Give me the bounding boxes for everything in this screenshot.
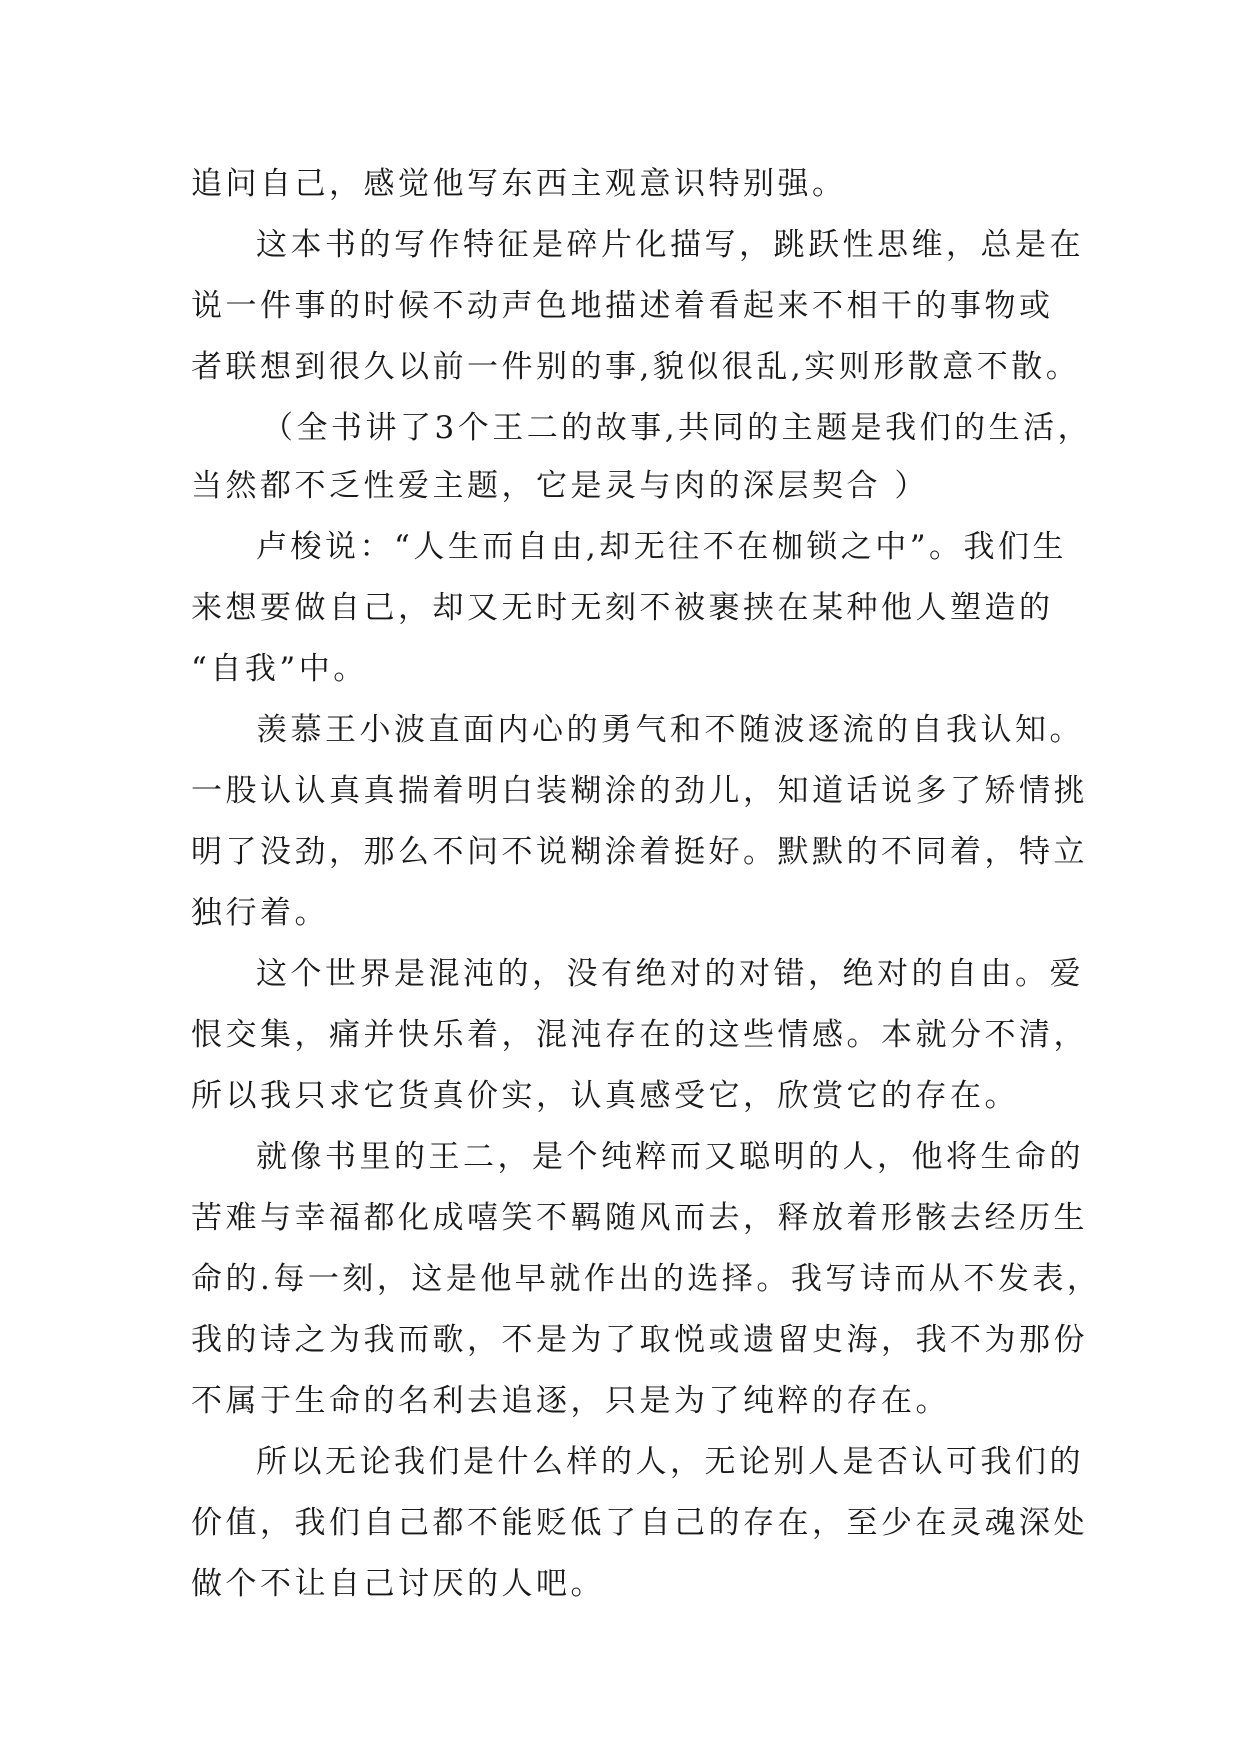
text-line: （全书讲了3个王二的故事,共同的主题是我们的生活， xyxy=(262,410,1093,446)
text-line: “自我”中。 xyxy=(191,651,368,687)
text-line: 就像书里的王二，是个纯粹而又聪明的人，他将生命的 xyxy=(256,1139,1084,1175)
text-line: 做个不让自己讨厌的人吧。 xyxy=(191,1566,605,1602)
text-line: 羡慕王小波直面内心的勇气和不随波逐流的自我认知。 xyxy=(256,712,1084,748)
text-line: 命的.每一刻，这是他早就作出的选择。我写诗而从不发表， xyxy=(191,1261,1102,1297)
text-line: 所以我只求它货真价实，认真感受它，欣赏它的存在。 xyxy=(191,1078,1019,1114)
text-line: 者联想到很久以前一件别的事,貌似很乱,实则形散意不散。 xyxy=(191,349,1081,385)
text-line: 苦难与幸福都化成嘻笑不羁随风而去，释放着形骸去经历生 xyxy=(191,1200,1088,1236)
text-line: 所以无论我们是什么样的人，无论别人是否认可我们的 xyxy=(256,1444,1084,1480)
text-line: 价值，我们自己都不能贬低了自己的存在，至少在灵魂深处 xyxy=(191,1505,1088,1541)
text-line: 追问自己，感觉他写东西主观意识特别强。 xyxy=(191,166,847,202)
text-line: 卢梭说：“人生而自由,却无往不在枷锁之中”。我们生 xyxy=(256,529,1068,565)
text-line: 不属于生命的名利去追逐，只是为了纯粹的存在。 xyxy=(191,1383,950,1419)
text-line: 一股认认真真揣着明白装糊涂的劲儿，知道话说多了矫情挑 xyxy=(191,773,1088,809)
text-line: 我的诗之为我而歌，不是为了取悦或遗留史海，我不为那份 xyxy=(191,1322,1088,1358)
text-line: 这本书的写作特征是碎片化描写，跳跃性思维，总是在 xyxy=(256,227,1084,263)
text-line: 独行着。 xyxy=(191,895,329,931)
text-line: 这个世界是混沌的，没有绝对的对错，绝对的自由。爱 xyxy=(256,956,1084,992)
text-line: 来想要做自己，却又无时无刻不被裹挟在某种他人塑造的 xyxy=(191,590,1054,626)
text-line: 明了没劲，那么不问不说糊涂着挺好。默默的不同着，特立 xyxy=(191,834,1088,870)
text-line: 恨交集，痛并快乐着，混沌存在的这些情感。本就分不清， xyxy=(191,1017,1088,1053)
text-line: 当然都不乏性爱主题，它是灵与肉的深层契合 ） xyxy=(191,468,929,504)
text-line: 说一件事的时候不动声色地描述着看起来不相干的事物或 xyxy=(191,288,1054,324)
